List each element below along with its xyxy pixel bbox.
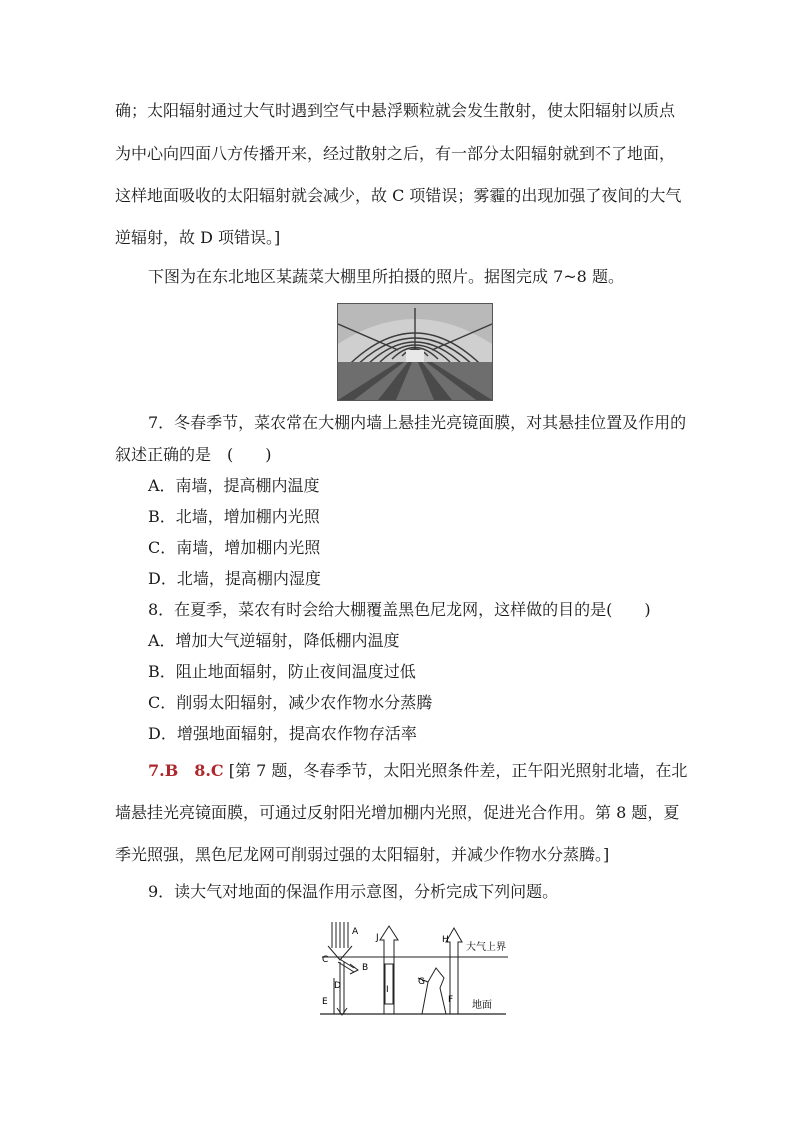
label-e: E <box>322 997 328 1007</box>
q9-stem: 9．读大气对地面的保温作用示意图，分析完成下列问题。 <box>148 882 559 901</box>
label-top-boundary: 大气上界 <box>466 942 506 953</box>
answer-line-1-text: [第 7 题，冬春季节，太阳光照条件差，正午阳光照射北墙，在北 <box>228 761 688 780</box>
q8-option-a: A．增加大气逆辐射，降低棚内温度 <box>148 631 400 650</box>
q7-option-b: B．北墙，增加棚内光照 <box>148 507 320 526</box>
q7-stem-line-2: 叙述正确的是 ( ) <box>115 445 272 464</box>
label-h: H <box>442 935 449 945</box>
q7-stem-line-1: 7．冬春季节，菜农常在大棚内墙上悬挂光亮镜面膜，对其悬挂位置及作用的 <box>148 413 687 432</box>
q8-option-c: C．削弱太阳辐射，减少农作物水分蒸腾 <box>148 693 433 712</box>
answer-7-8-line-3: 季光照强，黑色尼龙网可削弱过强的太阳辐射，并减少作物水分蒸腾。] <box>115 845 610 864</box>
label-d: D <box>334 981 341 991</box>
label-c: C <box>322 955 329 965</box>
q7-option-a: A．南墙，提高棚内温度 <box>148 476 320 495</box>
explanation-line-4: 逆辐射，故 D 项错误。] <box>115 228 281 247</box>
answer-label: 7.B 8.C <box>148 761 224 780</box>
intro-text: 下图为在东北地区某蔬菜大棚里所拍摄的照片。据图完成 7~8 题。 <box>148 267 624 286</box>
label-b: B <box>362 963 369 973</box>
explanation-line-2: 为中心向四面八方传播开来，经过散射之后，有一部分太阳辐射就到不了地面， <box>115 144 676 163</box>
greenhouse-photo <box>337 303 493 401</box>
explanation-line-3: 这样地面吸收的太阳辐射就会减少，故 C 项错误；雾霾的出现加强了夜间的大气 <box>115 186 682 205</box>
q7-option-c: C．南墙，增加棚内光照 <box>148 538 321 557</box>
label-f: F <box>448 995 454 1005</box>
q8-option-b: B．阻止地面辐射，防止夜间温度过低 <box>148 662 416 681</box>
answer-7-8-line-2: 墙悬挂光亮镜面膜，可通过反射阳光增加棚内光照，促进光合作用。第 8 题，夏 <box>115 803 680 822</box>
q8-stem: 8．在夏季，菜农有时会给大棚覆盖黑色尼龙网，这样做的目的是( ) <box>148 600 651 619</box>
explanation-line-1: 确；太阳辐射通过大气时遇到空气中悬浮颗粒就会发生散射，使太阳辐射以质点 <box>115 101 676 120</box>
q7-option-d: D．北墙，提高棚内湿度 <box>148 569 321 588</box>
label-g: G <box>418 977 425 987</box>
answer-7-8-line-1 <box>148 761 687 781</box>
atmosphere-insulation-diagram <box>310 918 520 1026</box>
label-i: I <box>386 985 389 995</box>
label-ground: 地面 <box>472 1000 492 1011</box>
q8-option-d: D．增强地面辐射，提高农作物存活率 <box>148 724 417 743</box>
label-a: A <box>352 927 359 937</box>
label-j: J <box>376 933 379 943</box>
